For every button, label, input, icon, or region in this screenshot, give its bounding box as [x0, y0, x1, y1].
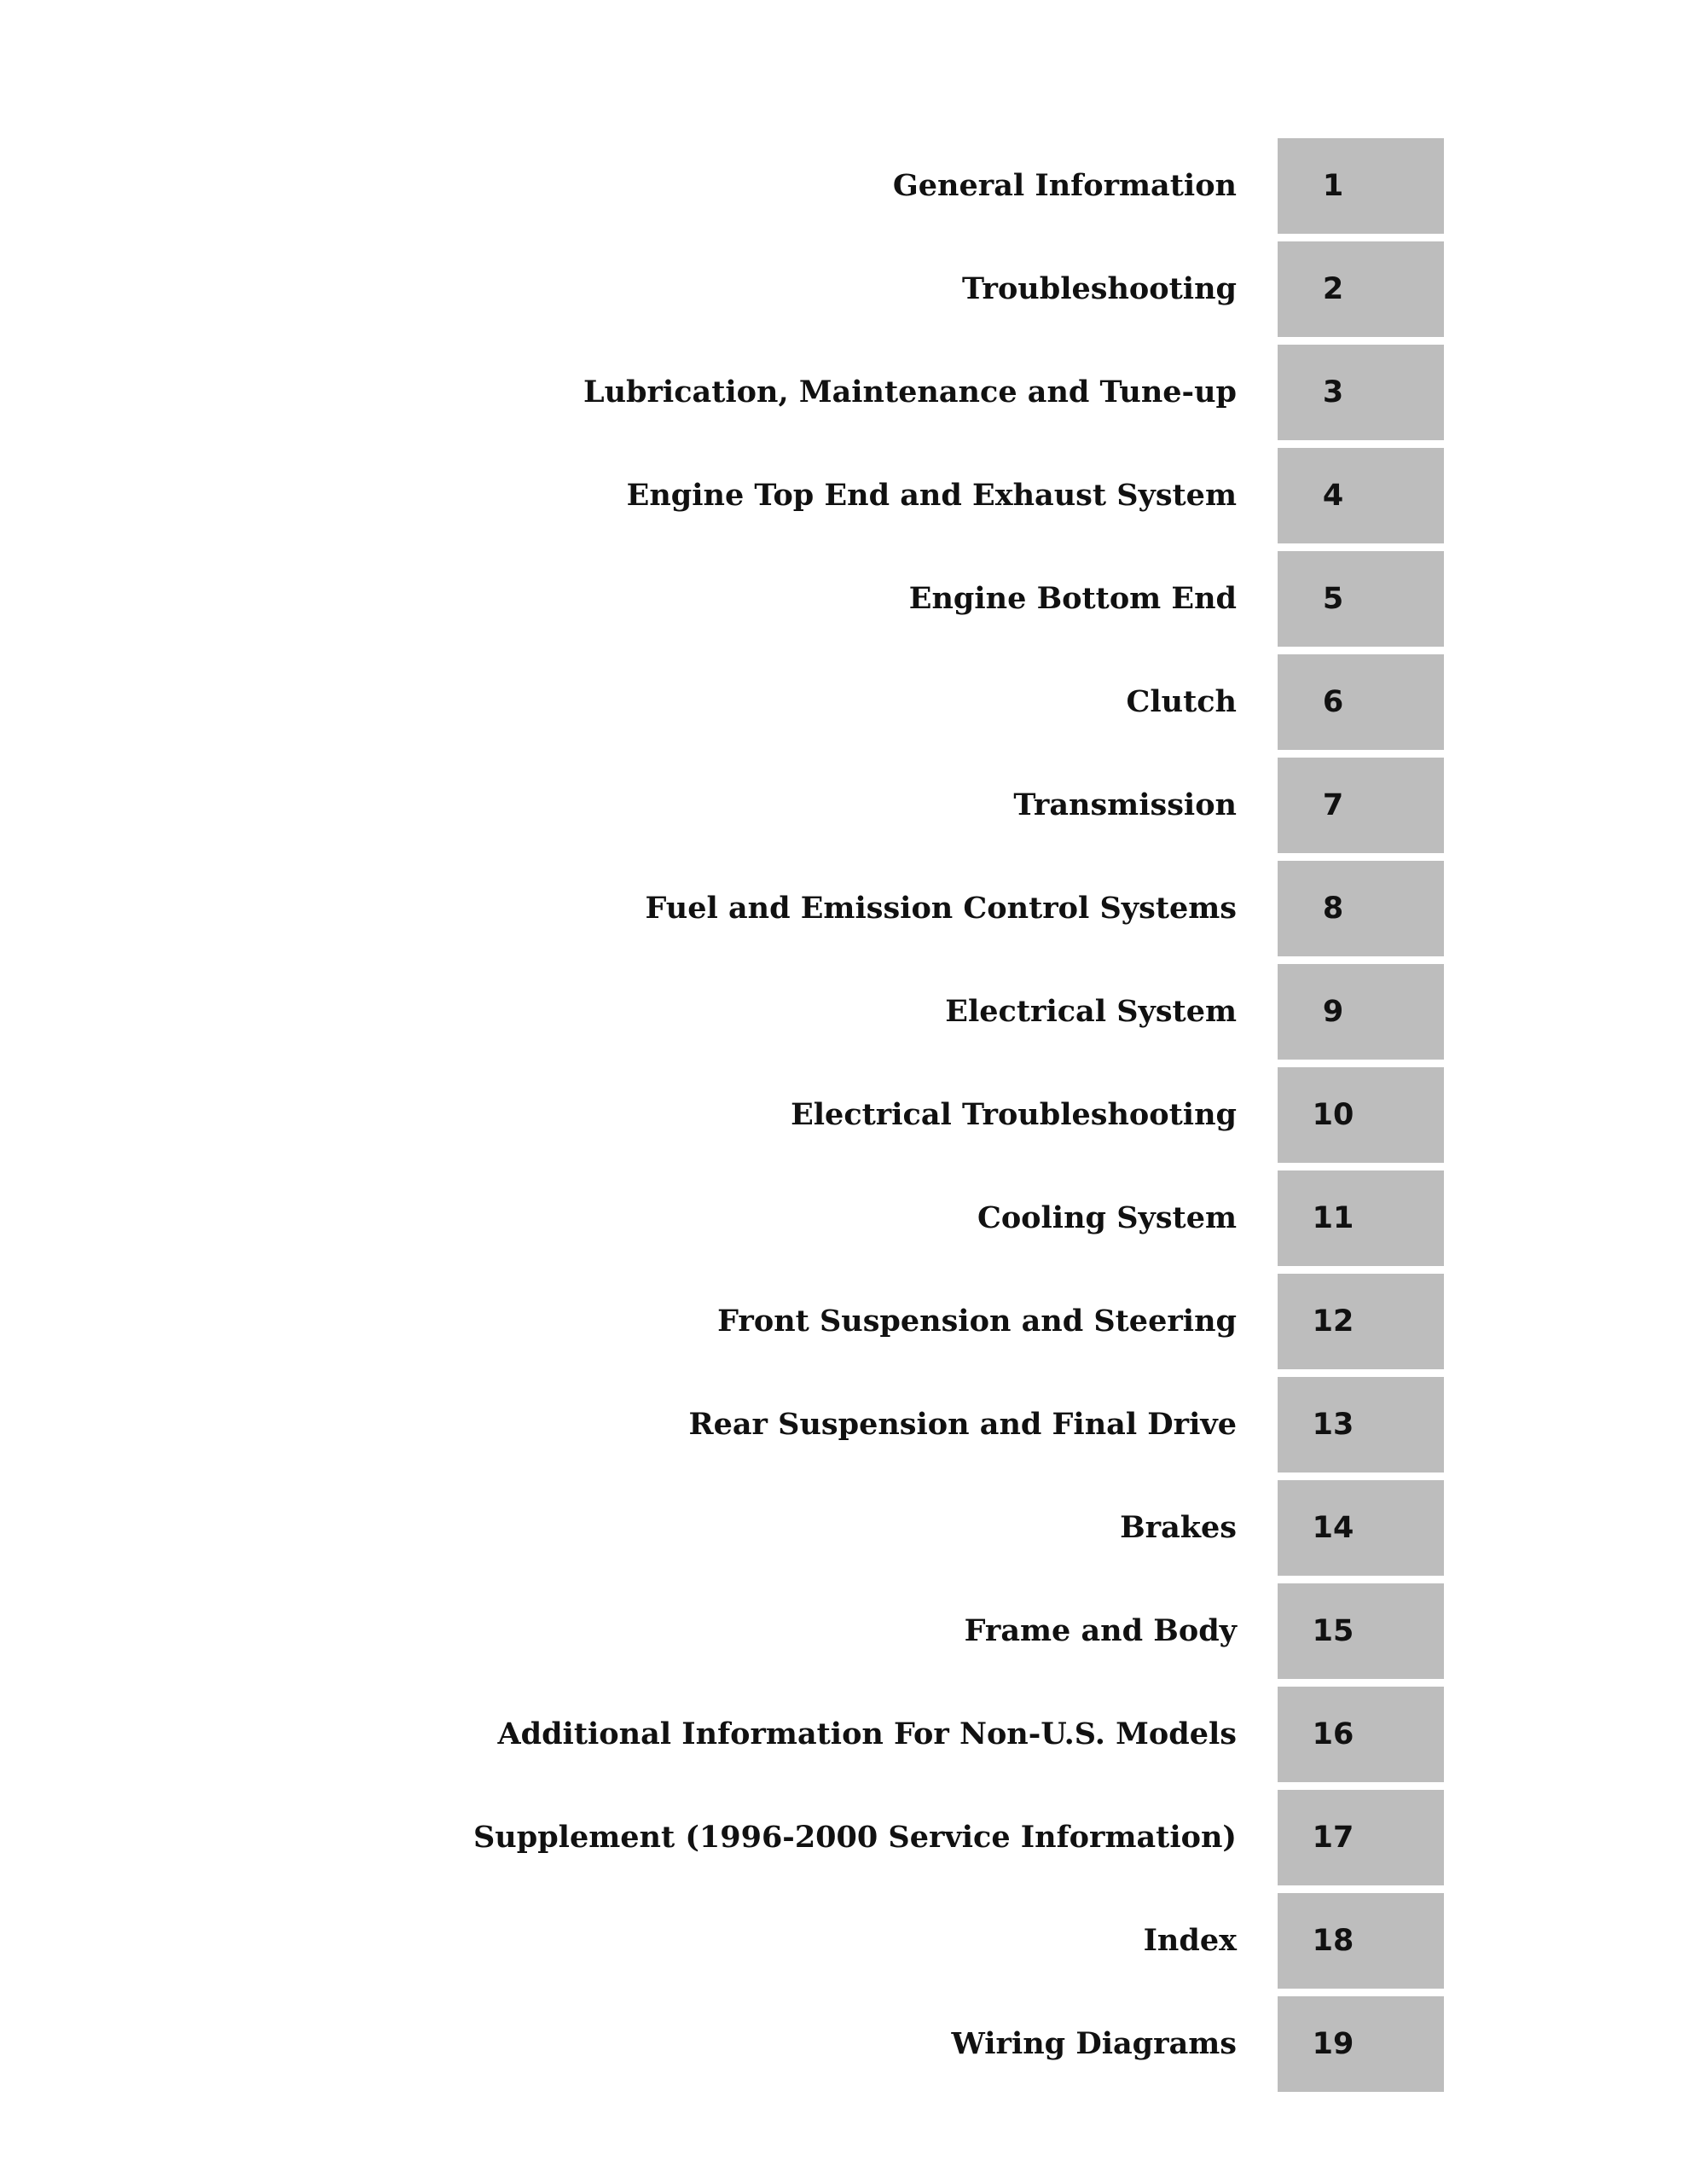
chapter-number: 14	[1312, 1511, 1354, 1545]
chapter-number: 1	[1322, 169, 1344, 203]
toc-row-2[interactable]	[0, 241, 1687, 337]
chapter-number: 13	[1312, 1408, 1354, 1442]
chapter-tab[interactable]	[1278, 1583, 1444, 1679]
chapter-tab[interactable]	[1278, 964, 1444, 1060]
chapter-number: 8	[1322, 892, 1344, 926]
chapter-tab[interactable]	[1278, 1893, 1444, 1989]
toc-row-4[interactable]	[0, 448, 1687, 543]
toc-title[interactable]: Electrical System	[945, 994, 1237, 1029]
chapter-number: 12	[1312, 1304, 1354, 1339]
toc-title[interactable]: Engine Top End and Exhaust System	[626, 478, 1237, 513]
toc-title[interactable]: General Information	[892, 168, 1237, 203]
toc-row-9[interactable]	[0, 964, 1687, 1060]
chapter-number: 18	[1312, 1924, 1354, 1958]
toc-title[interactable]: Supplement (1996-2000 Service Information)	[473, 1820, 1237, 1855]
toc-title[interactable]: Clutch	[1126, 684, 1237, 719]
chapter-number: 17	[1312, 1821, 1354, 1855]
toc-title[interactable]: Wiring Diagrams	[951, 2026, 1237, 2061]
chapter-tab[interactable]	[1278, 1480, 1444, 1576]
chapter-tab[interactable]	[1278, 1790, 1444, 1885]
toc-title[interactable]: Rear Suspension and Final Drive	[688, 1407, 1237, 1442]
toc-row-19[interactable]	[0, 1996, 1687, 2092]
toc-title[interactable]: Transmission	[1013, 787, 1237, 822]
toc-title[interactable]: Additional Information For Non-U.S. Models	[497, 1716, 1237, 1751]
toc-row-7[interactable]	[0, 758, 1687, 853]
chapter-number: 16	[1312, 1717, 1354, 1751]
chapter-number: 6	[1322, 685, 1344, 719]
chapter-number: 7	[1322, 788, 1344, 822]
chapter-tab[interactable]	[1278, 1377, 1444, 1472]
toc-title[interactable]: Engine Bottom End	[908, 581, 1237, 616]
chapter-tab[interactable]	[1278, 1687, 1444, 1782]
toc-title[interactable]: Fuel and Emission Control Systems	[645, 891, 1237, 926]
toc-title[interactable]: Troubleshooting	[962, 271, 1237, 306]
toc-row-13[interactable]	[0, 1377, 1687, 1472]
chapter-number: 3	[1322, 375, 1344, 410]
toc-title[interactable]: Lubrication, Maintenance and Tune-up	[583, 375, 1237, 410]
toc-title[interactable]: Cooling System	[977, 1200, 1237, 1235]
chapter-number: 5	[1322, 582, 1344, 616]
toc-row-5[interactable]	[0, 551, 1687, 647]
chapter-number: 11	[1312, 1201, 1354, 1235]
toc-title[interactable]: Index	[1143, 1923, 1237, 1958]
toc-row-6[interactable]	[0, 654, 1687, 750]
toc-row-18[interactable]	[0, 1893, 1687, 1989]
chapter-number: 2	[1322, 272, 1344, 306]
toc-row-16[interactable]	[0, 1687, 1687, 1782]
chapter-tab[interactable]	[1278, 241, 1444, 337]
chapter-number: 19	[1312, 2027, 1354, 2061]
toc-row-3[interactable]	[0, 345, 1687, 440]
chapter-tab[interactable]	[1278, 448, 1444, 543]
chapter-tab[interactable]	[1278, 345, 1444, 440]
chapter-number: 15	[1312, 1614, 1354, 1648]
chapter-tab[interactable]	[1278, 1996, 1444, 2092]
chapter-tab[interactable]	[1278, 861, 1444, 956]
toc-title[interactable]: Front Suspension and Steering	[717, 1304, 1237, 1339]
chapter-tab[interactable]	[1278, 758, 1444, 853]
toc-row-17[interactable]	[0, 1790, 1687, 1885]
chapter-tab[interactable]	[1278, 138, 1444, 234]
chapter-tab[interactable]	[1278, 654, 1444, 750]
chapter-number: 9	[1322, 995, 1344, 1029]
toc-title[interactable]: Frame and Body	[964, 1613, 1237, 1648]
chapter-tab[interactable]	[1278, 551, 1444, 647]
toc-row-11[interactable]	[0, 1170, 1687, 1266]
chapter-tab[interactable]	[1278, 1067, 1444, 1163]
toc-row-14[interactable]	[0, 1480, 1687, 1576]
chapter-number: 10	[1312, 1098, 1354, 1132]
chapter-number: 4	[1322, 479, 1344, 513]
chapter-tab[interactable]	[1278, 1274, 1444, 1369]
toc-row-8[interactable]	[0, 861, 1687, 956]
toc-row-1[interactable]	[0, 138, 1687, 234]
chapter-tab[interactable]	[1278, 1170, 1444, 1266]
toc-row-12[interactable]	[0, 1274, 1687, 1369]
toc-row-10[interactable]	[0, 1067, 1687, 1163]
toc-row-15[interactable]	[0, 1583, 1687, 1679]
toc-title[interactable]: Electrical Troubleshooting	[791, 1097, 1237, 1132]
toc-title[interactable]: Brakes	[1120, 1510, 1237, 1545]
